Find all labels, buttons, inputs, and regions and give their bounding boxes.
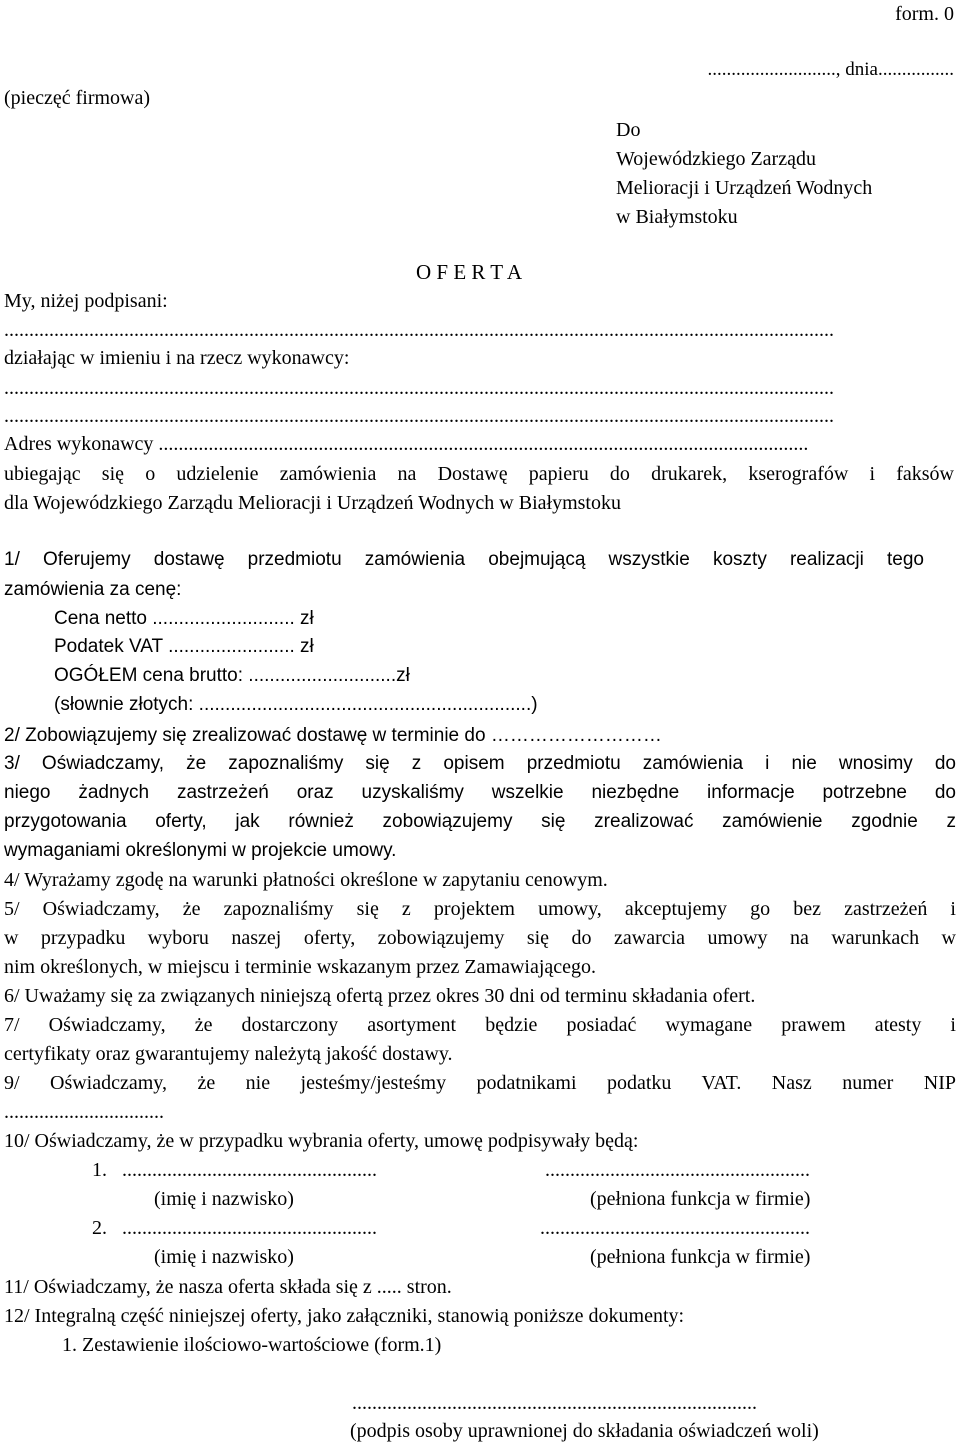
signatory-2-role-field[interactable]: ......................................................: [540, 1217, 810, 1239]
signed-label: My, niżej podpisani:: [4, 290, 168, 312]
point3-line-3: przygotowania oferty, jak również zobowiązujemy się zrealizować zamówienie zgodnie z: [4, 811, 956, 832]
signatory-2-role-label: (pełniona funkcja w firmie): [590, 1246, 811, 1268]
point1-line-1: 1/ Oferujemy dostawę przedmiotu zamówienia obejmującą wszystkie koszty realizacji tego: [4, 549, 924, 570]
applying-line-2: dla Wojewódzkiego Zarządu Melioracji i Urządzeń Wodnych w Białymstoku: [4, 492, 621, 514]
signature-label: (podpis osoby uprawnionej do składania oświadczeń woli): [350, 1420, 819, 1442]
signatory-2-name-label: (imię i nazwisko): [154, 1246, 294, 1268]
point12-line: 12/ Integralną część niniejszej oferty, jako załączniki, stanowią poniższe dokumenty:: [4, 1305, 685, 1327]
point2-line: 2/ Zobowiązujemy się zrealizować dostawę w terminie do ………………………: [4, 725, 662, 746]
nip-field[interactable]: ................................: [4, 1101, 164, 1123]
signatory-1-name-label: (imię i nazwisko): [154, 1188, 294, 1210]
addressee-block: [616, 116, 872, 232]
form-label: form. 0: [895, 3, 954, 25]
place-date-line: ..........................., dnia................: [707, 59, 954, 80]
point4-line: 4/ Wyrażamy zgodę na warunki płatności określone w zapytaniu cenowym.: [4, 869, 608, 891]
signed-names-field[interactable]: ......................................................................................................................................................................: [4, 319, 834, 341]
addressee-line: Melioracji i Urządzeń Wodnych: [616, 177, 873, 199]
addressee-line: Wojewódzkiego Zarządu: [616, 148, 816, 170]
addressee-line: w Białymstoku: [616, 206, 738, 228]
point3-line-4: wymaganiami określonymi w projekcie umowy.: [4, 840, 397, 861]
point5-line-3: nim określonych, w miejscu i terminie wskazanym przez Zamawiającego.: [4, 956, 597, 978]
net-price-field[interactable]: Cena netto ........................... zł: [54, 608, 314, 629]
signatory-1-name-field[interactable]: ...................................................: [122, 1159, 377, 1181]
point5-line-2: w przypadku wyboru naszej oferty, zobowiązujemy się do zawarcia umowy na warunkach w: [4, 927, 956, 949]
point3-line-2: niego żadnych zastrzeżeń oraz uzyskaliśmy wszelkie niezbędne informacje potrzebne do: [4, 782, 956, 803]
signatory-2-number: 2.: [92, 1217, 107, 1239]
signatory-2-name-field[interactable]: ...................................................: [122, 1217, 377, 1239]
point3-line-1: 3/ Oświadczamy, że zapoznaliśmy się z opisem przedmiotu zamówienia i nie wnosimy do: [4, 753, 956, 774]
point11-line: 11/ Oświadczamy, że nasza oferta składa się z ..... stron.: [4, 1276, 452, 1298]
point10-intro: 10/ Oświadczamy, że w przypadku wybrania oferty, umowę podpisywały będą:: [4, 1130, 639, 1152]
vat-field[interactable]: Podatek VAT ........................ zł: [54, 636, 314, 657]
company-stamp-label: (pieczęć firmowa): [4, 87, 151, 109]
point7-line-2: certyfikaty oraz gwarantujemy należytą jakość dostawy.: [4, 1043, 453, 1065]
applying-line-1: ubiegając się o udzielenie zamówienia na Dostawę papieru do drukarek, kserografów i faksów: [4, 463, 954, 485]
point9-line-1: 9/ Oświadczamy, że nie jesteśmy/jesteśmy podatnikami podatku VAT. Nasz numer NIP: [4, 1072, 956, 1094]
price-in-words-field[interactable]: (słownie złotych: ...............................................................): [54, 694, 538, 715]
signatory-1-number: 1.: [92, 1159, 107, 1181]
signatory-1-role-field[interactable]: .....................................................: [545, 1159, 810, 1181]
gross-price-field[interactable]: OGÓŁEM cena brutto: ............................zł: [54, 665, 410, 686]
point5-line-1: 5/ Oświadczamy, że zapoznaliśmy się z projektem umowy, akceptujemy go bez zastrzeżeń i: [4, 898, 956, 920]
acting-label: działając w imieniu i na rzecz wykonawcy:: [4, 347, 350, 369]
attachment-item-1: 1. Zestawienie ilościowo-wartościowe (form.1): [62, 1334, 442, 1356]
contractor-name-field-2[interactable]: ......................................................................................................................................................................: [4, 405, 834, 427]
contractor-address-field[interactable]: Adres wykonawcy ..................................................................................................................................: [4, 433, 809, 455]
document-title: O F E R T A: [416, 260, 523, 284]
signature-field[interactable]: .................................................................................: [352, 1392, 757, 1414]
addressee-line: Do: [616, 119, 641, 141]
signatory-1-role-label: (pełniona funkcja w firmie): [590, 1188, 811, 1210]
contractor-name-field[interactable]: ......................................................................................................................................................................: [4, 377, 834, 399]
point7-line-1: 7/ Oświadczamy, że dostarczony asortyment będzie posiadać wymagane prawem atesty i: [4, 1014, 956, 1036]
point6-line: 6/ Uważamy się za związanych niniejszą ofertą przez okres 30 dni od terminu składania ofert.: [4, 985, 756, 1007]
point1-line-2: zamówienia za cenę:: [4, 579, 182, 600]
